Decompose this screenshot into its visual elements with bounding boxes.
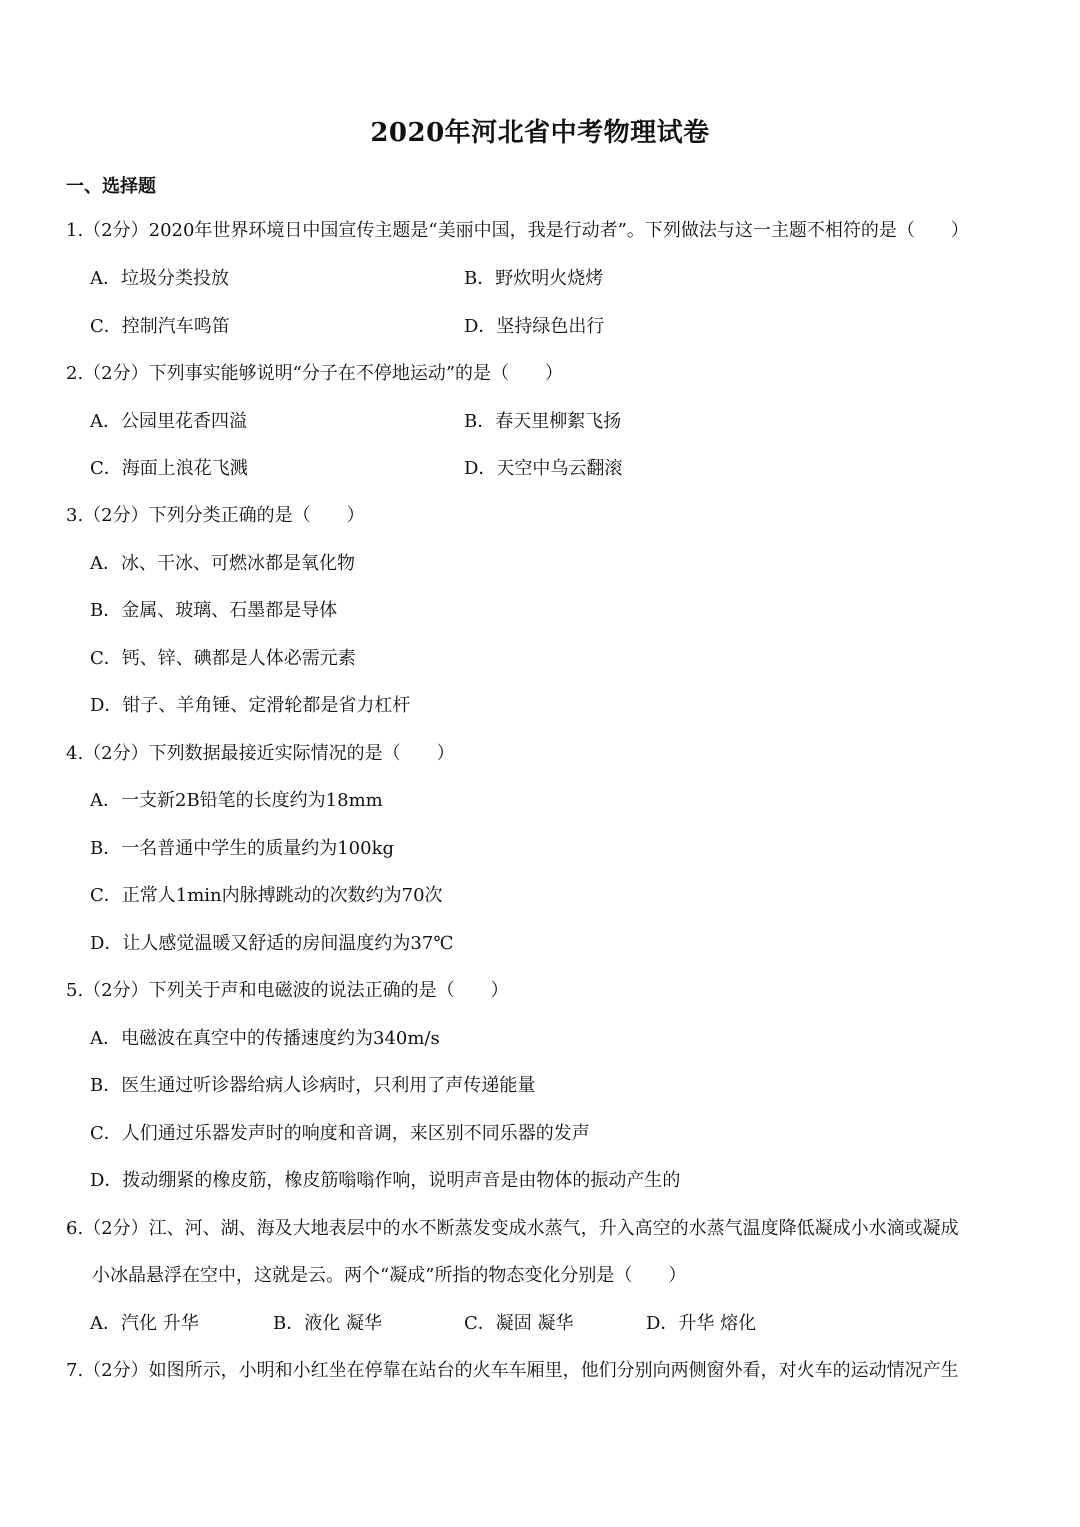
question-2-option-d: D．天空中乌云翻滚 <box>464 458 623 479</box>
question-4-option-b: B．一名普通中学生的质量约为100kg <box>90 838 395 859</box>
question-2-option-c: C．海面上浪花飞溅 <box>90 458 248 479</box>
question-4-option-c: C．正常人1min内脉搏跳动的次数约为70次 <box>90 885 443 906</box>
question-3-option-b: B．金属、玻璃、石墨都是导体 <box>90 600 338 621</box>
question-2-stem: 2.（2分）下列事实能够说明“分子在不停地运动”的是（ ） <box>66 363 564 384</box>
page-title: 2020年河北省中考物理试卷 <box>370 118 710 148</box>
question-3-option-c: C．钙、锌、碘都是人体必需元素 <box>90 648 356 669</box>
question-5-option-d: D．拨动绷紧的橡皮筋，橡皮筋嗡嗡作响，说明声音是由物体的振动产生的 <box>90 1170 681 1191</box>
question-6-stem: 6.（2分）江、河、湖、海及大地表层中的水不断蒸发变成水蒸气，升入高空的水蒸气温度降低凝成小水滴或凝成 <box>66 1218 959 1239</box>
question-2-option-b: B．春天里柳絮飞扬 <box>464 411 622 432</box>
question-5-option-c: C．人们通过乐器发声时的响度和音调，来区别不同乐器的发声 <box>90 1123 590 1144</box>
question-4-stem: 4.（2分）下列数据最接近实际情况的是（ ） <box>66 743 455 764</box>
question-6-stem-continued: 小冰晶悬浮在空中，这就是云。两个“凝成”所指的物态变化分别是（ ） <box>92 1265 687 1286</box>
question-6-option-d: D．升华 熔化 <box>646 1313 757 1334</box>
question-2-option-a: A．公园里花香四溢 <box>90 411 247 432</box>
question-1-stem: 1.（2分）2020年世界环境日中国宣传主题是“美丽中国，我是行动者”。下列做法与这一主题不相符的是（ ） <box>66 220 969 241</box>
question-3-option-a: A．冰、干冰、可燃冰都是氧化物 <box>90 553 355 574</box>
question-1-option-a: A．垃圾分类投放 <box>90 268 229 289</box>
question-4-option-a: A．一支新2B铅笔的长度约为18mm <box>90 790 383 811</box>
question-5-option-a: A．电磁波在真空中的传播速度约为340m/s <box>90 1028 440 1049</box>
question-3-option-d: D．钳子、羊角锤、定滑轮都是省力杠杆 <box>90 695 411 716</box>
question-3-stem: 3.（2分）下列分类正确的是（ ） <box>66 505 365 526</box>
question-7-stem: 7.（2分）如图所示，小明和小红坐在停靠在站台的火车车厢里，他们分别向两侧窗外看，对火车的运动情况产生 <box>66 1360 959 1381</box>
question-4-option-d: D．让人感觉温暖又舒适的房间温度约为37℃ <box>90 933 454 954</box>
question-6-option-b: B．液化 凝华 <box>273 1313 382 1334</box>
question-5-stem: 5.（2分）下列关于声和电磁波的说法正确的是（ ） <box>66 980 509 1001</box>
section-heading: 一、选择题 <box>66 176 156 197</box>
question-1-option-b: B．野炊明火烧烤 <box>464 268 604 289</box>
question-6-option-c: C．凝固 凝华 <box>464 1313 574 1334</box>
question-1-option-d: D．坚持绿色出行 <box>464 316 605 337</box>
question-1-option-c: C．控制汽车鸣笛 <box>90 316 230 337</box>
question-6-option-a: A．汽化 升华 <box>90 1313 199 1334</box>
question-5-option-b: B．医生通过听诊器给病人诊病时，只利用了声传递能量 <box>90 1075 536 1096</box>
